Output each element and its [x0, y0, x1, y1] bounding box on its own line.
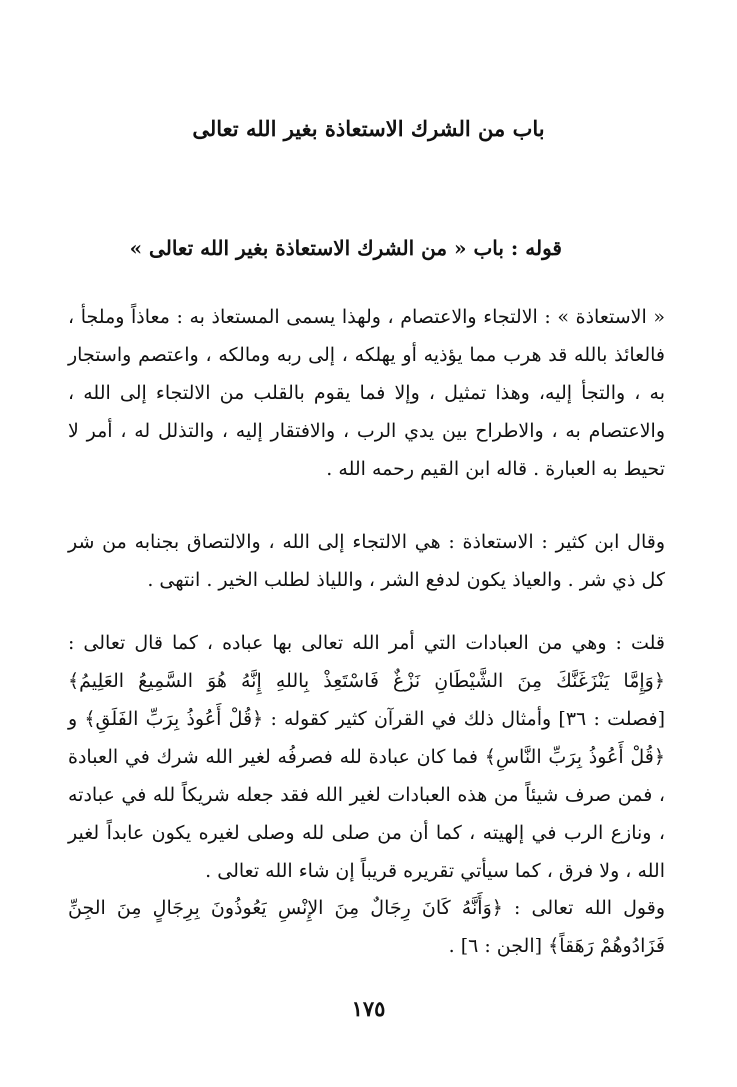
quran-verse-nas: ﴿قُلْ أَعُوذُ بِرَبِّ النَّاسِ﴾	[484, 746, 665, 768]
commentary-middle: وأمثال ذلك في القرآن كثير كقوله :	[270, 708, 552, 730]
quran-verse-falaq: ﴿قُلْ أَعُوذُ بِرَبِّ الفَلَقِ﴾	[84, 708, 264, 730]
commentary-rest: فما كان عبادة لله فصرفُه لغير الله شرك في العبادة ، فمن صرف شيئاً من هذه العبادات لغير الله فقد جعله شريكاً لله في عبادته ، ونازع الرب في إلهيته ، كما أن من صلى لله وصلى لغيره يكون عابداً لغير الله ، ولا فرق ، كما سيأتي تقريره قريباً إن شاء الله تعالى .	[68, 746, 665, 882]
verse-reference-jinn: [الجن : ٦] .	[448, 935, 543, 957]
commentary-intro: قلت : وهي من العبادات التي أمر الله تعالى بها عباده ، كما قال تعالى :	[68, 632, 665, 654]
paragraph-jinn-verse	[68, 889, 665, 965]
jinn-intro: وقول الله تعالى :	[513, 897, 665, 919]
verse-reference-fussilat: [فصلت : ٣٦]	[558, 708, 665, 730]
paragraph-commentary	[68, 624, 665, 890]
section-heading: قوله : باب « من الشرك الاستعاذة بغير الله تعالى »	[129, 236, 562, 260]
page-number: ١٧٥	[351, 996, 386, 1021]
chapter-title: باب من الشرك الاستعاذة بغير الله تعالى	[192, 116, 545, 141]
paragraph-definition: « الاستعاذة » : الالتجاء والاعتصام ، ولهذا يسمى المستعاذ به : معاذاً وملجأ ، فالعائذ بالله قد هرب مما يؤذيه أو يهلكه ، إلى ربه ومالكه ، واعتصم واستجار به ، والتجأ إليه، وهذا تمثيل ، وإلا فما يقوم بالقلب من الالتجاء إلى الله ، والاعتصام به ، والاطراح بين يدي الرب ، والافتقار إليه ، والتذلل له ، أمر لا تحيط به العبارة . قاله ابن القيم رحمه الله .	[68, 306, 665, 480]
conjunction: و	[68, 708, 78, 730]
quran-verse-fussilat: ﴿وَإِمَّا يَنْزَغَنَّكَ مِنَ الشَّيْطَانِ نَزْغٌ فَاسْتَعِذْ بِاللهِ إِنَّهُ هُوَ السَّمِيعُ العَلِيمُ﴾	[68, 670, 665, 692]
quran-verse-jinn: ﴿وَأَنَّهُ كَانَ رِجَالٌ مِنَ الإِنْسِ يَعُوذُونَ بِرِجَالٍ مِنَ الجِنِّ فَزَادُوهُمْ رَهَقاً﴾	[68, 897, 665, 957]
paragraph-ibn-kathir: وقال ابن كثير : الاستعاذة : هي الالتجاء إلى الله ، والالتصاق بجنابه من شر كل ذي شر . والعياذ يكون لدفع الشر ، واللياذ لطلب الخير . انتهى .	[68, 531, 665, 591]
